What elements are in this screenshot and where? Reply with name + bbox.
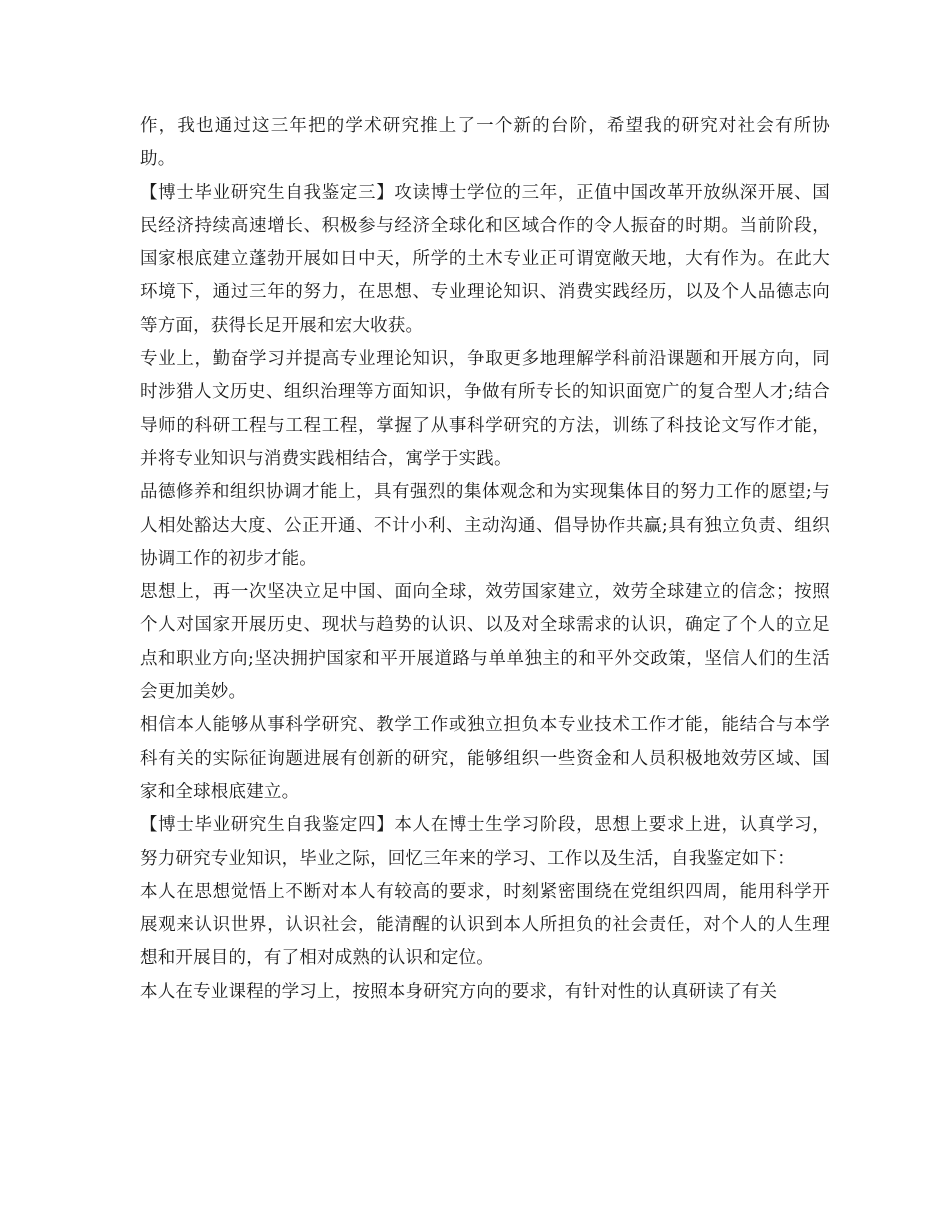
paragraph-3: 专业上，勤奋学习并提高专业理论知识，争取更多地理解学科前沿课题和开展方向，同时涉猎人文历史、组织治理等方面知识，争做有所专长的知识面宽广的复合型人才;结合导师的科研工程与工程工程，掌握了从事科学研究的方法，训练了科技论文写作才能，并将专业知识与消费实践相结合，寓学于实践。 <box>140 349 830 469</box>
document-body <box>140 110 830 1009</box>
paragraph-4: 品德修养和组织协调才能上，具有强烈的集体观念和为实现集体目的努力工作的愿望;与人相处豁达大度、公正开通、不计小利、主动沟通、倡导协作共赢;具有独立负责、组织协调工作的初步才能。 <box>140 482 830 569</box>
paragraph-2: 【博士毕业研究生自我鉴定三】攻读博士学位的三年，正值中国改革开放纵深开展、国民经济持续高速增长、积极参与经济全球化和区域合作的令人振奋的时期。当前阶段，国家根底建立蓬勃开展如日中天，所学的土木专业正可谓宽敞天地，大有作为。在此大环境下，通过三年的努力，在思想、专业理论知识、消费实践经历，以及个人品德志向等方面，获得长足开展和宏大收获。 <box>140 182 830 336</box>
paragraph-7: 【博士毕业研究生自我鉴定四】本人在博士生学习阶段，思想上要求上进，认真学习，努力研究专业知识，毕业之际，回忆三年来的学习、工作以及生活，自我鉴定如下： <box>140 815 830 869</box>
paragraph-6: 相信本人能够从事科学研究、教学工作或独立担负本专业技术工作才能，能结合与本学科有关的实际征询题进展有创新的研究，能够组织一些资金和人员积极地效劳区域、国家和全球根底建立。 <box>140 715 830 802</box>
paragraph-5: 思想上，再一次坚决立足中国、面向全球，效劳国家建立，效劳全球建立的信念；按照个人对国家开展历史、现状与趋势的认识、以及对全球需求的认识，确定了个人的立足点和职业方向;坚决拥护国家和平开展道路与单单独主的和平外交政策，坚信人们的生活会更加美妙。 <box>140 582 830 703</box>
paragraph-9: 本人在专业课程的学习上，按照本身研究方向的要求，有针对性的认真研读了有关 <box>140 981 778 1002</box>
paragraph-1: 作，我也通过这三年把的学术研究推上了一个新的台阶，希望我的研究对社会有所协助。 <box>140 116 830 170</box>
paragraph-8: 本人在思想觉悟上不断对本人有较高的要求，时刻紧密围绕在党组织四周，能用科学开展观来认识世界，认识社会，能清醒的认识到本人所担负的社会责任，对个人的人生理想和开展目的，有了相对成熟的认识和定位。 <box>140 881 830 969</box>
